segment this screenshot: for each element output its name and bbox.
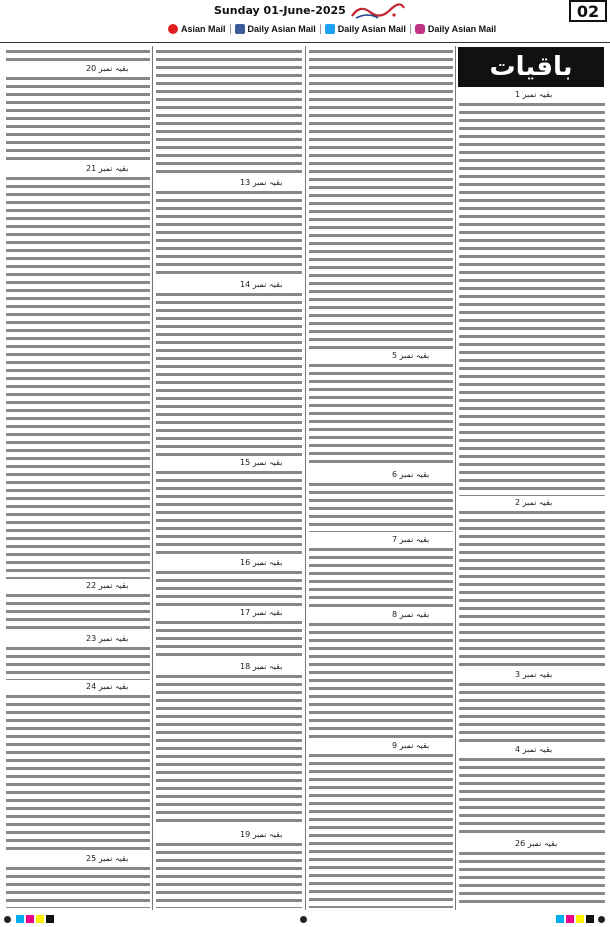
subhead: بقیہ نمبر 23 — [86, 634, 129, 643]
social-youtube-label: Asian Mail — [181, 24, 226, 34]
instagram-icon — [415, 24, 425, 34]
text-block — [156, 468, 302, 556]
facebook-icon — [235, 24, 245, 34]
text-block — [309, 47, 453, 349]
twitter-icon — [325, 24, 335, 34]
social-instagram-label: Daily Asian Mail — [427, 24, 497, 34]
color-swatch — [586, 915, 594, 923]
subhead: بقیہ نمبر 22 — [86, 581, 129, 590]
subhead: بقیہ نمبر 4 — [515, 745, 553, 754]
registration-mark-icon — [598, 916, 605, 923]
subhead: بقیہ نمبر 7 — [392, 535, 430, 544]
subhead: بقیہ نمبر 1 — [515, 90, 553, 99]
text-block — [459, 849, 605, 908]
text-block — [6, 47, 150, 63]
color-swatch — [26, 915, 34, 923]
text-block — [309, 545, 453, 607]
text-block — [156, 568, 302, 606]
social-links — [164, 21, 500, 37]
social-facebook-label: Daily Asian Mail — [247, 24, 316, 34]
page-number: 02 — [569, 0, 607, 22]
subhead: بقیہ نمبر 18 — [240, 662, 283, 671]
color-swatch — [46, 915, 54, 923]
subhead: بقیہ نمبر 14 — [240, 280, 283, 289]
text-block — [6, 174, 150, 579]
text-block — [459, 100, 605, 496]
column-divider — [455, 46, 456, 910]
subhead: بقیہ نمبر 9 — [392, 741, 430, 750]
subhead: بقیہ نمبر 25 — [86, 854, 129, 863]
color-swatch — [556, 915, 564, 923]
text-block — [156, 618, 302, 660]
subhead: بقیہ نمبر 6 — [392, 470, 430, 479]
text-block — [309, 480, 453, 532]
social-twitter[interactable] — [320, 24, 410, 34]
text-block — [156, 188, 302, 278]
text-block — [6, 692, 150, 852]
color-swatch — [16, 915, 24, 923]
subhead: بقیہ نمبر 5 — [392, 351, 430, 360]
text-block — [156, 840, 302, 908]
color-swatch — [576, 915, 584, 923]
subhead: بقیہ نمبر 20 — [86, 64, 129, 73]
registration-mark-icon — [300, 916, 307, 923]
subhead: بقیہ نمبر 24 — [86, 682, 129, 691]
text-block — [309, 620, 453, 738]
subhead: بقیہ نمبر 19 — [240, 830, 283, 839]
subhead: بقیہ نمبر 13 — [240, 178, 283, 187]
text-block — [156, 672, 302, 826]
text-block — [459, 680, 605, 742]
text-block — [6, 864, 150, 908]
column-divider — [152, 46, 153, 910]
social-instagram[interactable] — [410, 24, 500, 34]
text-block — [6, 74, 150, 162]
social-twitter-label: Daily Asian Mail — [337, 24, 406, 34]
text-block — [6, 644, 150, 680]
page-header — [0, 0, 610, 44]
subhead: بقیہ نمبر 17 — [240, 608, 283, 617]
subhead: بقیہ نمبر 2 — [515, 498, 553, 507]
text-block — [156, 290, 302, 456]
text-block — [459, 755, 605, 837]
subhead: بقیہ نمبر 8 — [392, 610, 430, 619]
text-block — [156, 47, 302, 175]
print-registration-marks — [0, 912, 610, 927]
subhead: بقیہ نمبر 16 — [240, 558, 283, 567]
text-block — [459, 508, 605, 668]
text-block — [309, 361, 453, 467]
youtube-icon — [168, 24, 178, 34]
newspaper-logo — [346, 0, 408, 22]
column-divider — [305, 46, 306, 910]
subhead: بقیہ نمبر 26 — [515, 839, 558, 848]
social-facebook[interactable] — [230, 24, 320, 34]
subhead: بقیہ نمبر 15 — [240, 458, 283, 467]
social-youtube[interactable] — [164, 24, 230, 34]
header-rule — [0, 42, 610, 43]
issue-date: Sunday 01-June-2025 — [214, 4, 346, 17]
text-block — [6, 591, 150, 631]
baqiyat-banner: باقیات — [458, 47, 604, 87]
subhead: بقیہ نمبر 3 — [515, 670, 553, 679]
color-swatch — [36, 915, 44, 923]
color-swatch — [566, 915, 574, 923]
text-block — [309, 751, 453, 908]
subhead: بقیہ نمبر 21 — [86, 164, 129, 173]
registration-mark-icon — [4, 916, 11, 923]
